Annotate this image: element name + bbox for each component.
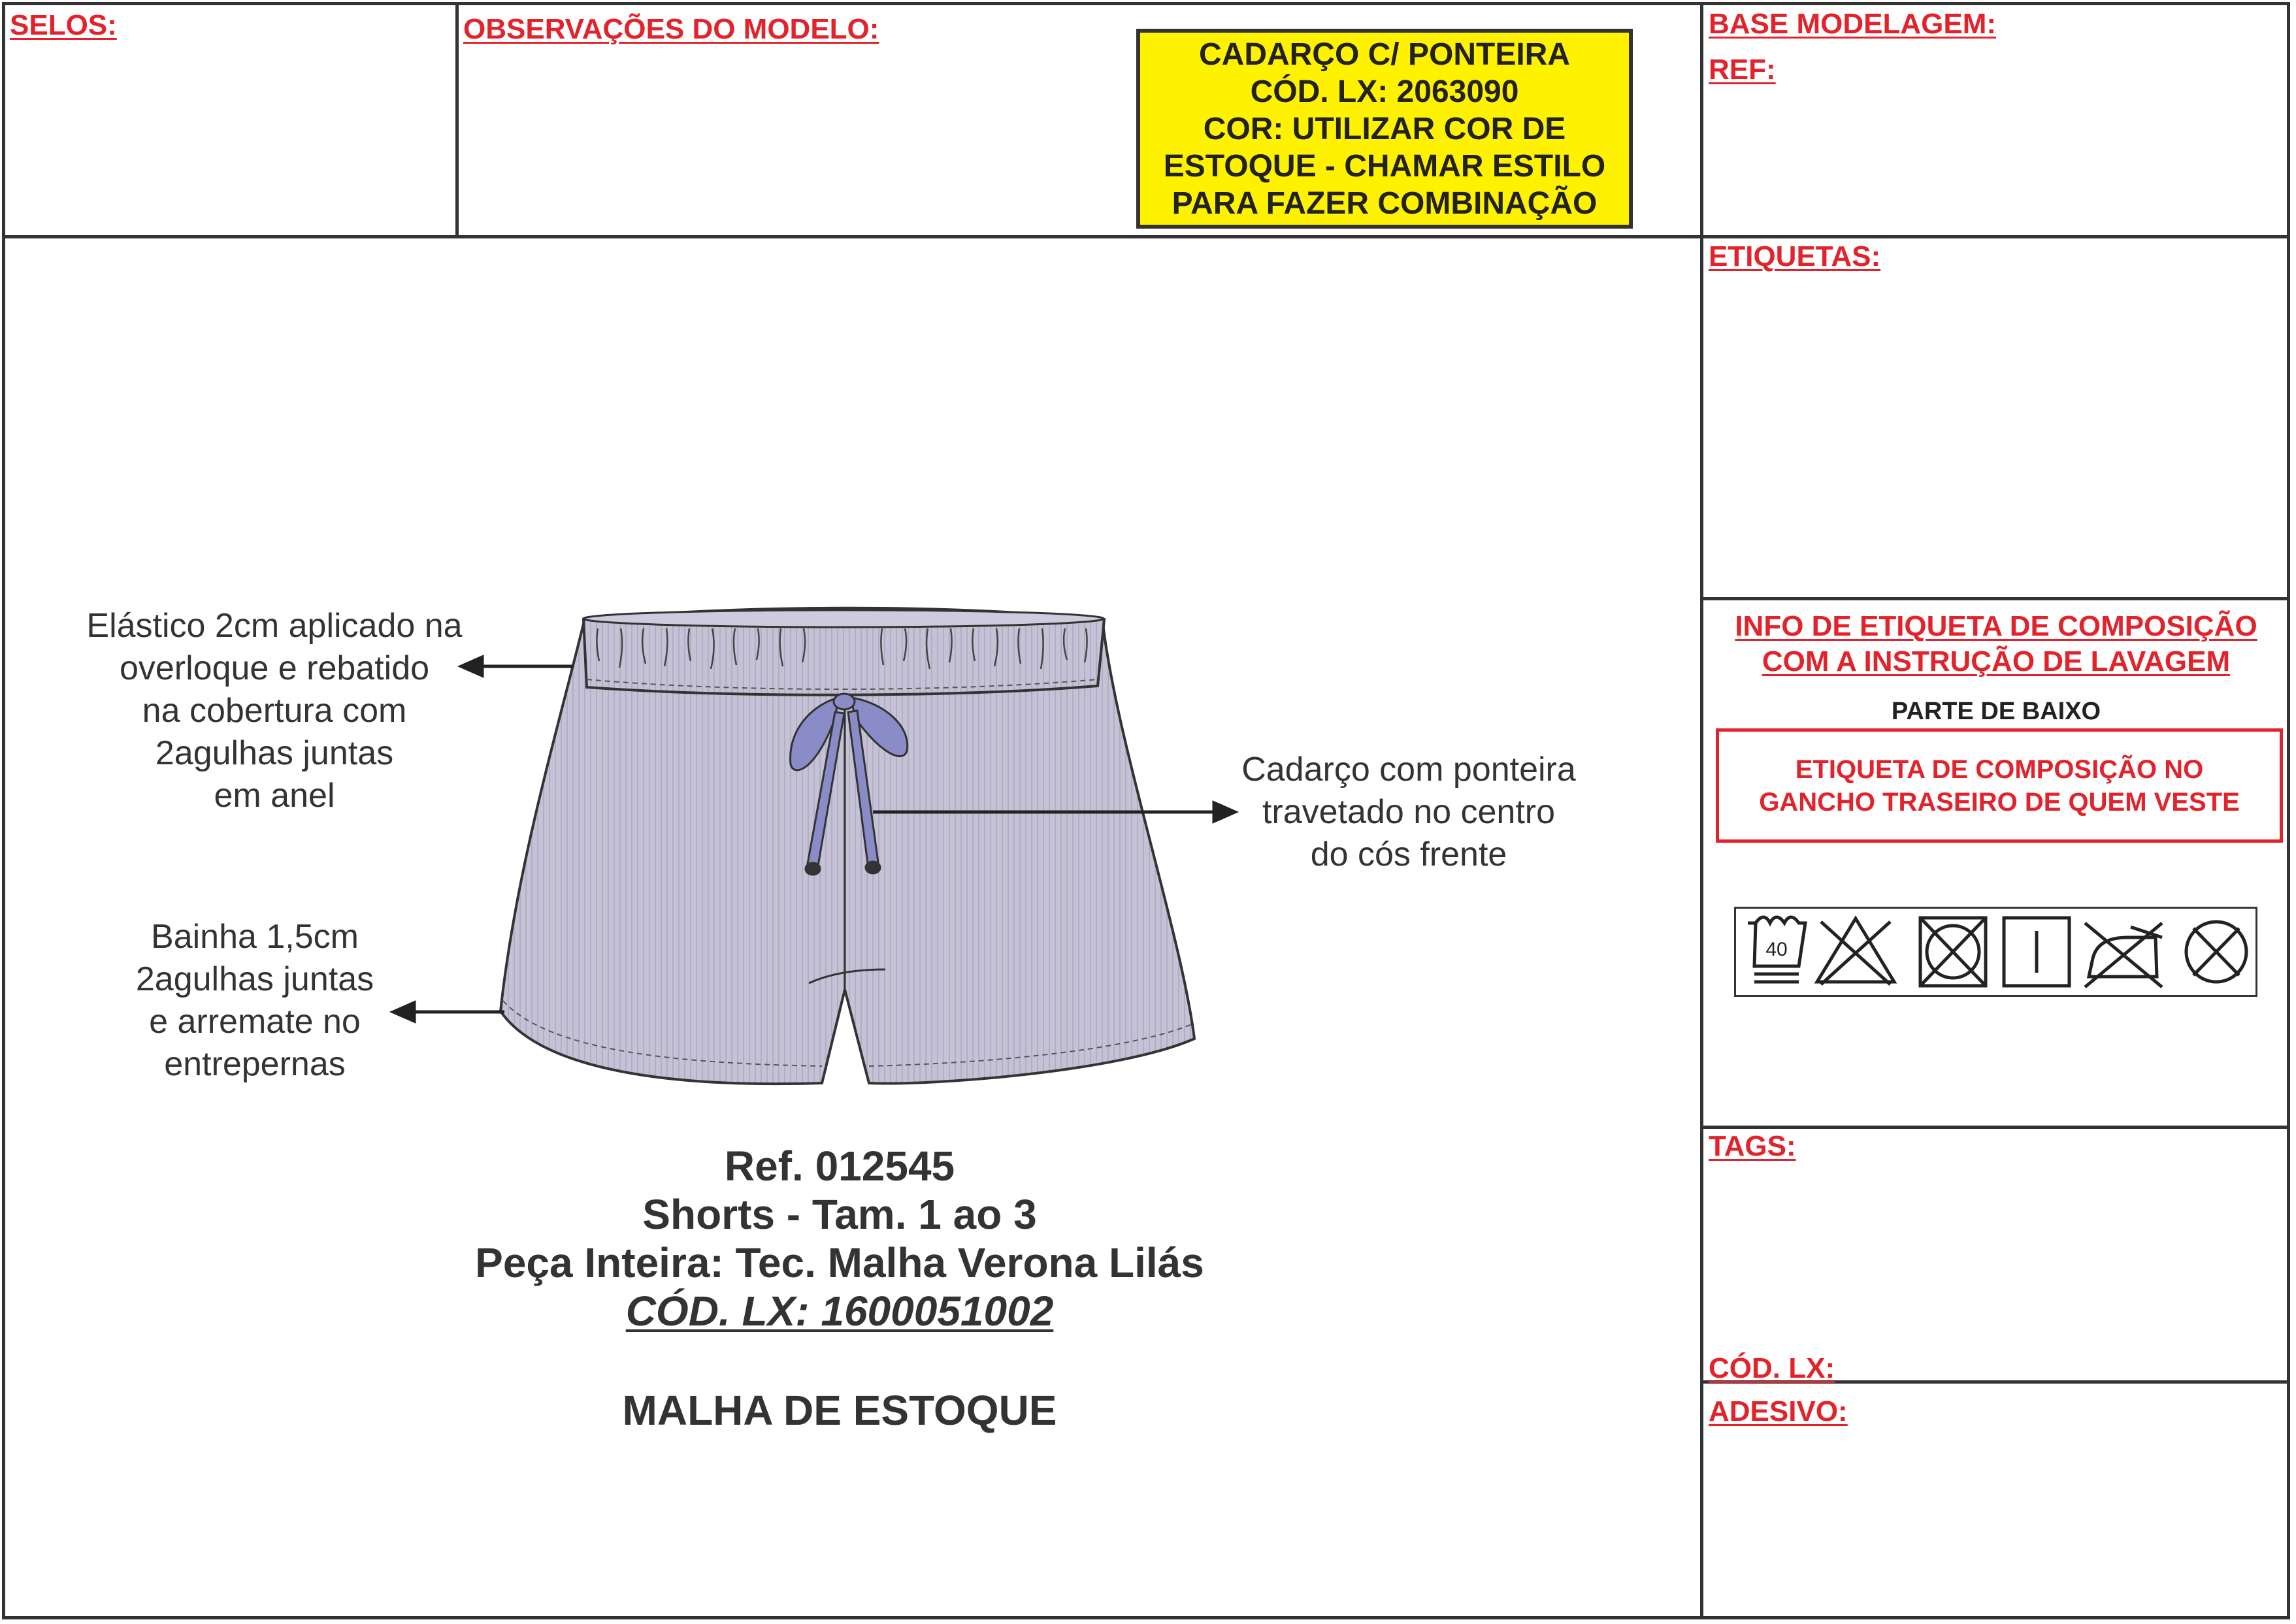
composicao-line: ETIQUETA DE COMPOSIÇÃO NO xyxy=(1795,755,2204,784)
model-note-line: COR: UTILIZAR COR DE xyxy=(1203,111,1566,146)
observacoes-label: OBSERVAÇÕES DO MODELO: xyxy=(463,13,879,45)
no-bleach-icon xyxy=(1817,918,1894,984)
composicao-line: GANCHO TRASEIRO DE QUEM VESTE xyxy=(1759,787,2240,817)
elastic-callout xyxy=(52,605,497,817)
elastic-callout-line: 2agulhas juntas xyxy=(155,734,394,772)
stock-note: MALHA DE ESTOQUE xyxy=(622,1387,1057,1434)
composicao-box xyxy=(1716,728,2283,843)
selos-label: SELOS: xyxy=(10,9,117,41)
adesivo-label: ADESIVO: xyxy=(1709,1395,1848,1427)
tags-label: TAGS: xyxy=(1709,1130,1796,1162)
elastic-callout-line: na cobertura com xyxy=(142,692,407,730)
no-dry-clean-icon xyxy=(2186,922,2246,982)
divider-info xyxy=(1700,1126,2290,1129)
hem-callout-line: 2agulhas juntas xyxy=(135,960,374,998)
no-iron-icon xyxy=(2085,923,2162,987)
elastic-callout-line: Elástico 2cm aplicado na xyxy=(86,607,463,645)
product-ref: Ref. 012545 xyxy=(724,1143,955,1190)
product-code: CÓD. LX: 1600051002 xyxy=(625,1288,1054,1335)
divider-sidebar xyxy=(1700,2,1703,1619)
hem-callout-line: e arremate no xyxy=(149,1003,361,1041)
parte-label: PARTE DE BAIXO xyxy=(1891,698,2101,725)
model-note-line: CÓD. LX: 2063090 xyxy=(1250,74,1519,109)
product-reference xyxy=(366,1142,1313,1335)
base-modelagem-label: BASE MODELAGEM: xyxy=(1709,8,1996,40)
info-title-line: INFO DE ETIQUETA DE COMPOSIÇÃO xyxy=(1735,610,2257,642)
hem-callout-line: entrepernas xyxy=(164,1045,346,1083)
no-tumble-dry-icon xyxy=(1920,918,1986,986)
hem-callout xyxy=(85,916,425,1086)
info-composicao-title xyxy=(1705,609,2287,679)
drawstring-callout xyxy=(1200,749,1618,876)
model-note-line: CADARÇO C/ PONTEIRA xyxy=(1198,37,1570,72)
ref-label: REF: xyxy=(1709,54,1776,86)
waistband-top xyxy=(583,610,1104,627)
elastic-callout-line: overloque e rebatido xyxy=(119,649,430,687)
etiquetas-label: ETIQUETAS: xyxy=(1709,240,1881,272)
wash-40-icon xyxy=(1748,917,1805,982)
model-note-line: PARA FAZER COMBINAÇÃO xyxy=(1172,186,1598,221)
line-dry-icon xyxy=(2004,918,2069,986)
wash-temperature: 40 xyxy=(1765,939,1788,960)
care-symbols-svg xyxy=(1736,909,2255,995)
drawstring-callout-line: travetado no centro xyxy=(1262,793,1556,831)
drawstring-callout-line: Cadarço com ponteira xyxy=(1241,751,1576,788)
product-name: Shorts - Tam. 1 ao 3 xyxy=(642,1191,1037,1238)
model-note-line: ESTOQUE - CHAMAR ESTILO xyxy=(1163,148,1606,184)
cod-lx-label: CÓD. LX: xyxy=(1709,1352,1835,1384)
product-fabric: Peça Inteira: Tec. Malha Verona Lilás xyxy=(475,1239,1204,1286)
drawstring-callout-line: do cós frente xyxy=(1310,836,1507,873)
care-symbols-strip xyxy=(1734,907,2257,997)
hem-callout-line: Bainha 1,5cm xyxy=(151,918,359,956)
info-title-line: COM A INSTRUÇÃO DE LAVAGEM xyxy=(1762,645,2231,677)
divider-etiquetas xyxy=(1700,597,2290,600)
stock-note-block xyxy=(366,1386,1313,1435)
elastic-callout-line: em anel xyxy=(214,777,335,815)
